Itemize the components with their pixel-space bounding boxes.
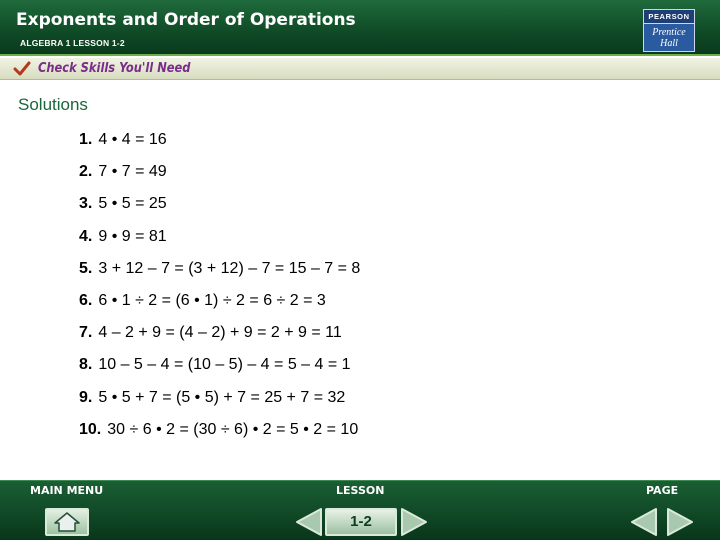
item-text: 6 • 1 ÷ 2 = (6 • 1) ÷ 2 = 6 ÷ 2 = 3: [98, 292, 326, 310]
next-page-icon[interactable]: [666, 507, 694, 537]
item-number: 2.: [79, 163, 93, 181]
item-number: 8.: [79, 356, 93, 374]
main-menu-button[interactable]: [45, 508, 89, 536]
item-number: 1.: [79, 131, 93, 149]
logo-line-1: Prentice: [652, 27, 686, 38]
item-text: 4 – 2 + 9 = (4 – 2) + 9 = 2 + 9 = 11: [98, 324, 342, 342]
home-icon: [54, 512, 80, 532]
list-item: [79, 188, 360, 220]
prev-lesson-icon[interactable]: [295, 507, 323, 537]
page-label: PAGE: [646, 484, 679, 497]
item-text: 10 – 5 – 4 = (10 – 5) – 4 = 5 – 4 = 1: [98, 356, 351, 374]
solutions-list: [79, 124, 360, 446]
item-number: 4.: [79, 227, 93, 245]
item-text: 3 + 12 – 7 = (3 + 12) – 7 = 15 – 7 = 8: [98, 259, 361, 277]
item-text: 7 • 7 = 49: [98, 163, 167, 181]
list-item: [79, 317, 360, 349]
item-number: 10.: [79, 420, 102, 438]
list-item: [79, 349, 360, 381]
list-item: [79, 221, 360, 253]
main-menu-label: MAIN MENU: [30, 484, 104, 497]
list-item: [79, 124, 360, 156]
publisher-logo: [643, 9, 695, 52]
lesson-subtitle: ALGEBRA 1 LESSON 1-2: [20, 38, 125, 48]
solutions-heading: Solutions: [18, 95, 88, 114]
header-bar: [0, 0, 720, 56]
list-item: [79, 253, 360, 285]
check-icon: [13, 61, 31, 77]
item-text: 30 ÷ 6 • 2 = (30 ÷ 6) • 2 = 5 • 2 = 10: [107, 420, 359, 438]
item-text: 9 • 9 = 81: [98, 227, 167, 245]
lesson-label: LESSON: [336, 484, 385, 497]
next-lesson-icon[interactable]: [400, 507, 428, 537]
check-skills-bar: [0, 58, 720, 80]
lesson-number-button[interactable]: 1-2: [325, 508, 397, 536]
item-number: 9.: [79, 388, 93, 406]
item-text: 5 • 5 + 7 = (5 • 5) + 7 = 25 + 7 = 32: [98, 388, 346, 406]
item-number: 5.: [79, 259, 93, 277]
list-item: [79, 156, 360, 188]
logo-top-text: PEARSON: [644, 10, 694, 24]
item-number: 7.: [79, 324, 93, 342]
prev-page-icon[interactable]: [630, 507, 658, 537]
logo-line-2: Hall: [660, 38, 678, 49]
page-title: Exponents and Order of Operations: [16, 10, 356, 30]
item-text: 4 • 4 = 16: [98, 131, 167, 149]
list-item: [79, 414, 360, 446]
footer-nav: [0, 480, 720, 540]
item-text: 5 • 5 = 25: [98, 195, 167, 213]
check-skills-label: Check Skills You'll Need: [38, 61, 191, 76]
item-number: 6.: [79, 292, 93, 310]
list-item: [79, 285, 360, 317]
list-item: [79, 382, 360, 414]
item-number: 3.: [79, 195, 93, 213]
